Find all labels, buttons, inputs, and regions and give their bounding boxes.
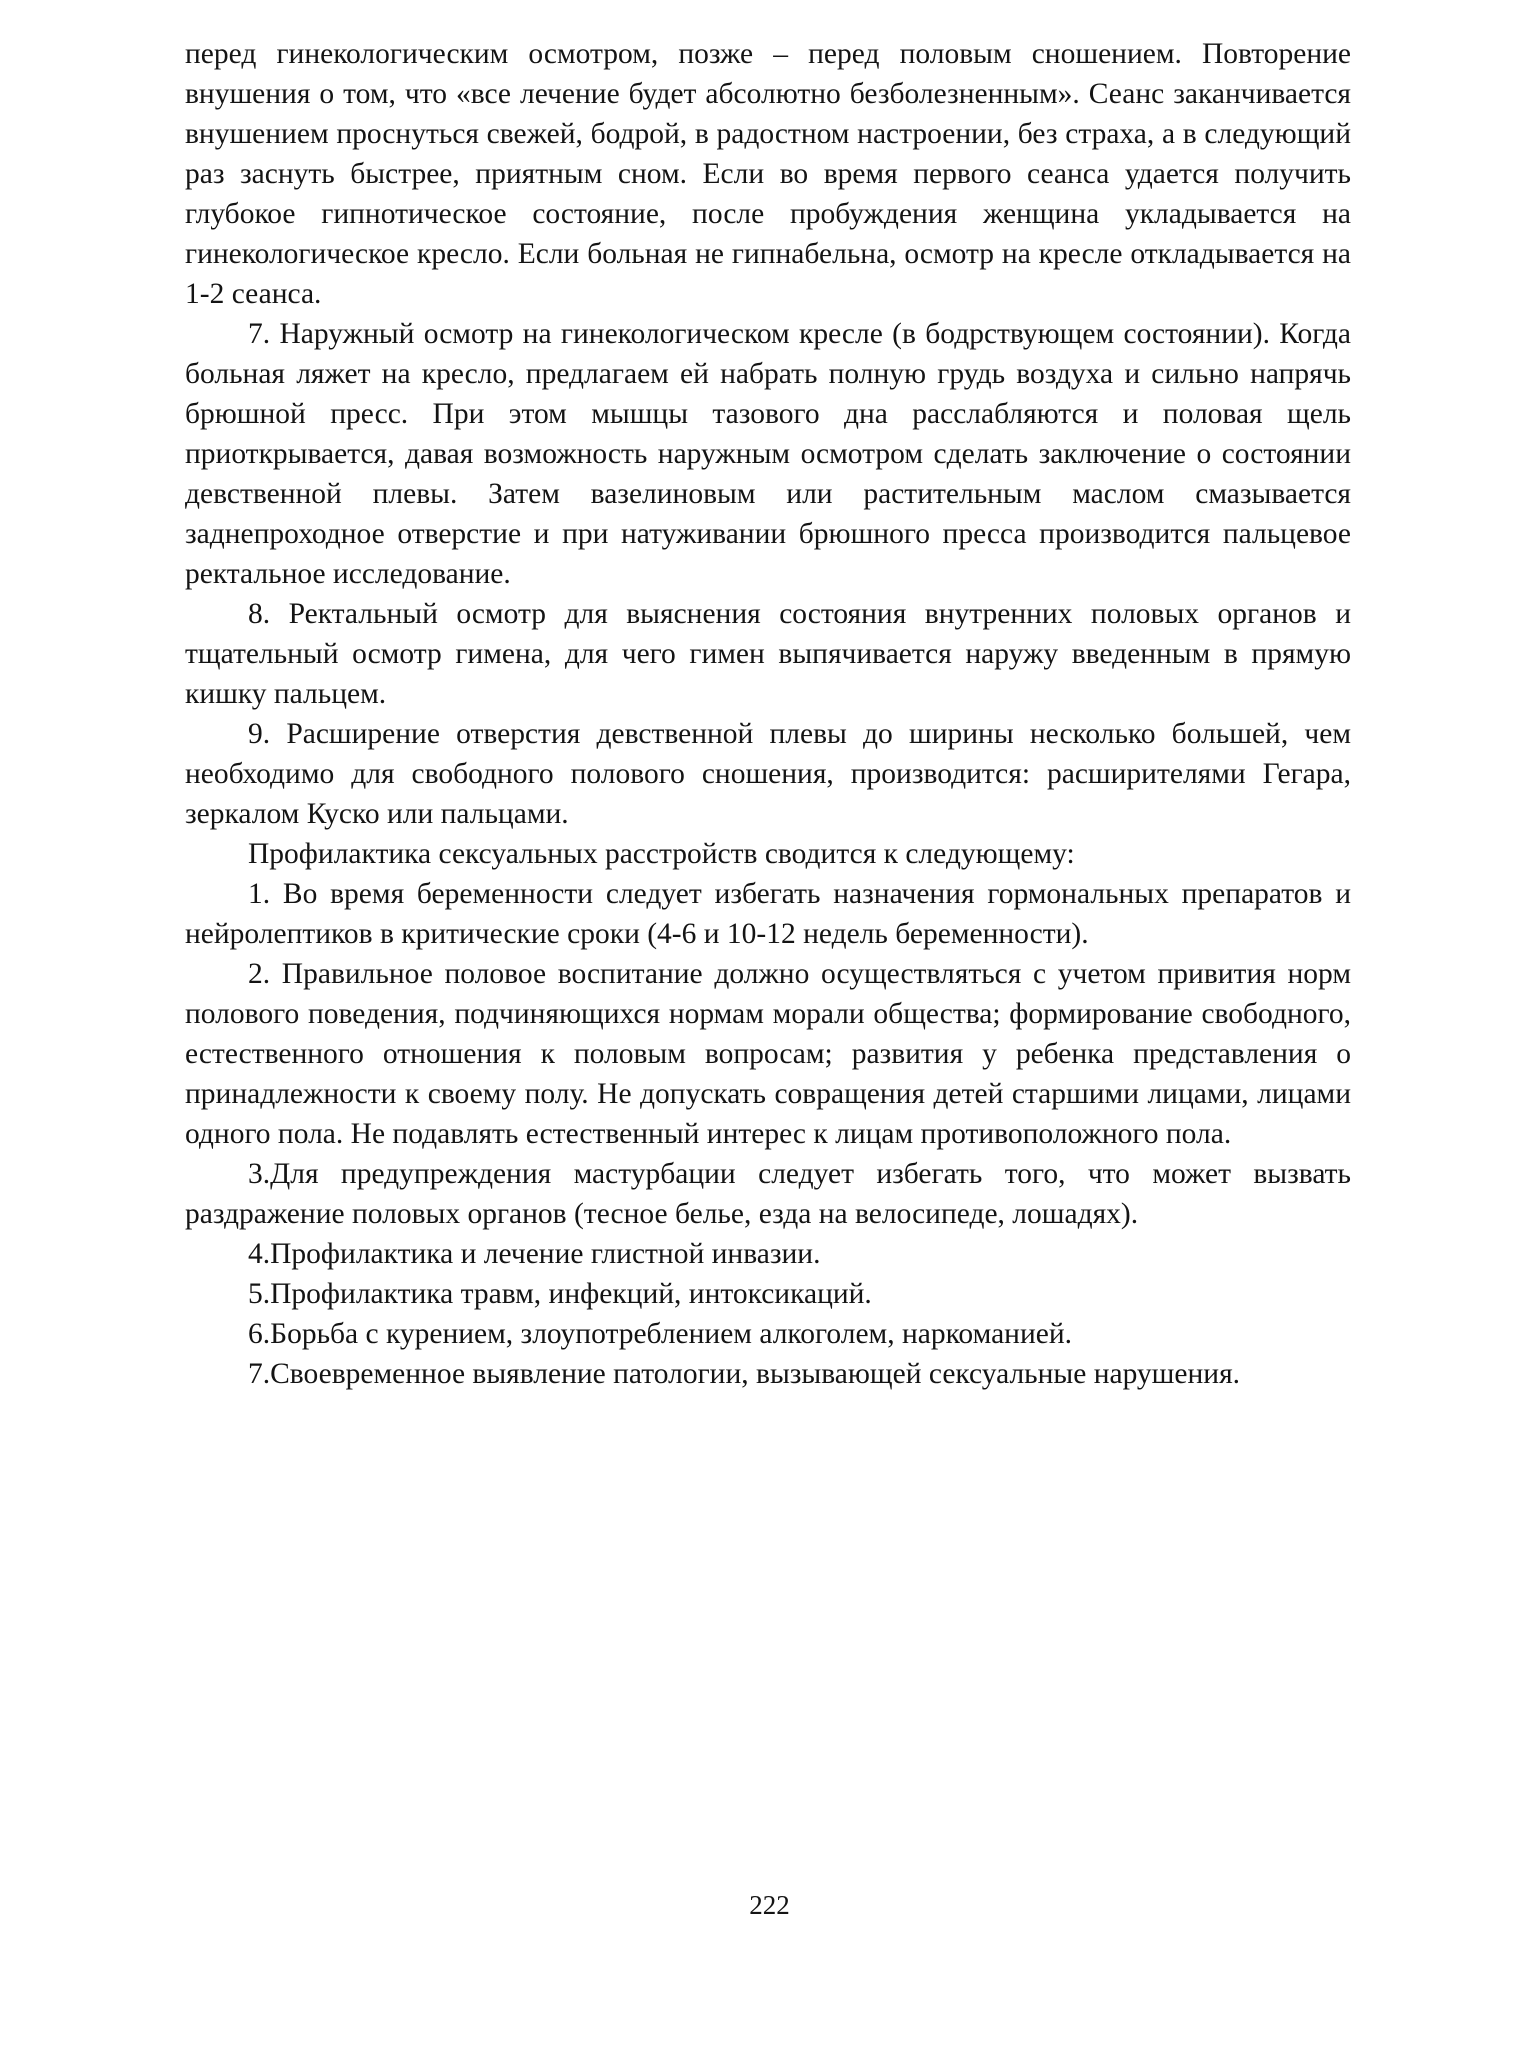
paragraph-prevention-4: 4.Профилактика и лечение глистной инвазии. [248,1238,821,1270]
page-number: 222 [749,1890,790,1920]
paragraph-item-8: 8. Ректальный осмотр для выяснения состояния внутренних половых органов и тщательный осмотр гимена, для чего гимен выпячивается наружу введенным в прямую кишку пальцем. [185,598,1351,710]
page-body [185,34,1351,1394]
paragraph-prevention-1: 1. Во время беременности следует избегать назначения гормональных препаратов и нейролептиков в критические сроки (4-6 и 10-12 недель беременности). [185,878,1351,950]
paragraph-item-9: 9. Расширение отверстия девственной плевы до ширины несколько большей, чем необходимо для свободного полового сношения, производится: расширителями Гегара, зеркалом Куско или пальцами. [185,718,1351,830]
paragraph-prevention-3: 3.Для предупреждения мастурбации следует избегать того, что может вызвать раздражение половых органов (тесное белье, езда на велосипеде, лошадях). [185,1158,1351,1230]
paragraph-prevention-2: 2. Правильное половое воспитание должно осуществляться с учетом привития норм полового поведения, подчиняющихся нормам морали общества; формирование свободного, естественного отношения к половым вопросам; развития у ребенка представления о принадлежности к своему полу. Не допускать совращения детей старшими лицами, лицами одного пола. Не подавлять естественный интерес к лицам противоположного пола. [185,958,1351,1150]
paragraph-prevention-7: 7.Своевременное выявление патологии, вызывающей сексуальные нарушения. [248,1358,1241,1390]
paragraph-prevention-5: 5.Профилактика травм, инфекций, интоксикаций. [248,1278,872,1310]
paragraph-continuation: перед гинекологическим осмотром, позже – перед половым сношением. Повторение внушения о том, что «все лечение будет абсолютно безболезненным». Сеанс заканчивается внушением проснуться свежей, бодрой, в радостном настроении, без страха, а в следующий раз заснуть быстрее, приятным сном. Если во время первого сеанса удается получить глубокое гипнотическое состояние, после пробуждения женщина укладывается на гинекологическое кресло. Если больная не гипнабельна, осмотр на кресле откладывается на 1-2 сеанса. [185,38,1351,310]
paragraph-prevention-6: 6.Борьба с курением, злоупотреблением алкоголем, наркоманией. [248,1318,1073,1350]
paragraph-item-7: 7. Наружный осмотр на гинекологическом кресле (в бодрствующем состоянии). Когда больная ляжет на кресло, предлагаем ей набрать полную грудь воздуха и сильно напрячь брюшной пресс. При этом мышцы тазового дна расслабляются и половая щель приоткрывается, давая возможность наружным осмотром сделать заключение о состоянии девственной плевы. Затем вазелиновым или растительным маслом смазывается заднепроходное отверстие и при натуживании брюшного пресса производится пальцевое ректальное исследование. [185,318,1351,590]
paragraph-prevention-heading: Профилактика сексуальных расстройств сводится к следующему: [248,838,1075,870]
